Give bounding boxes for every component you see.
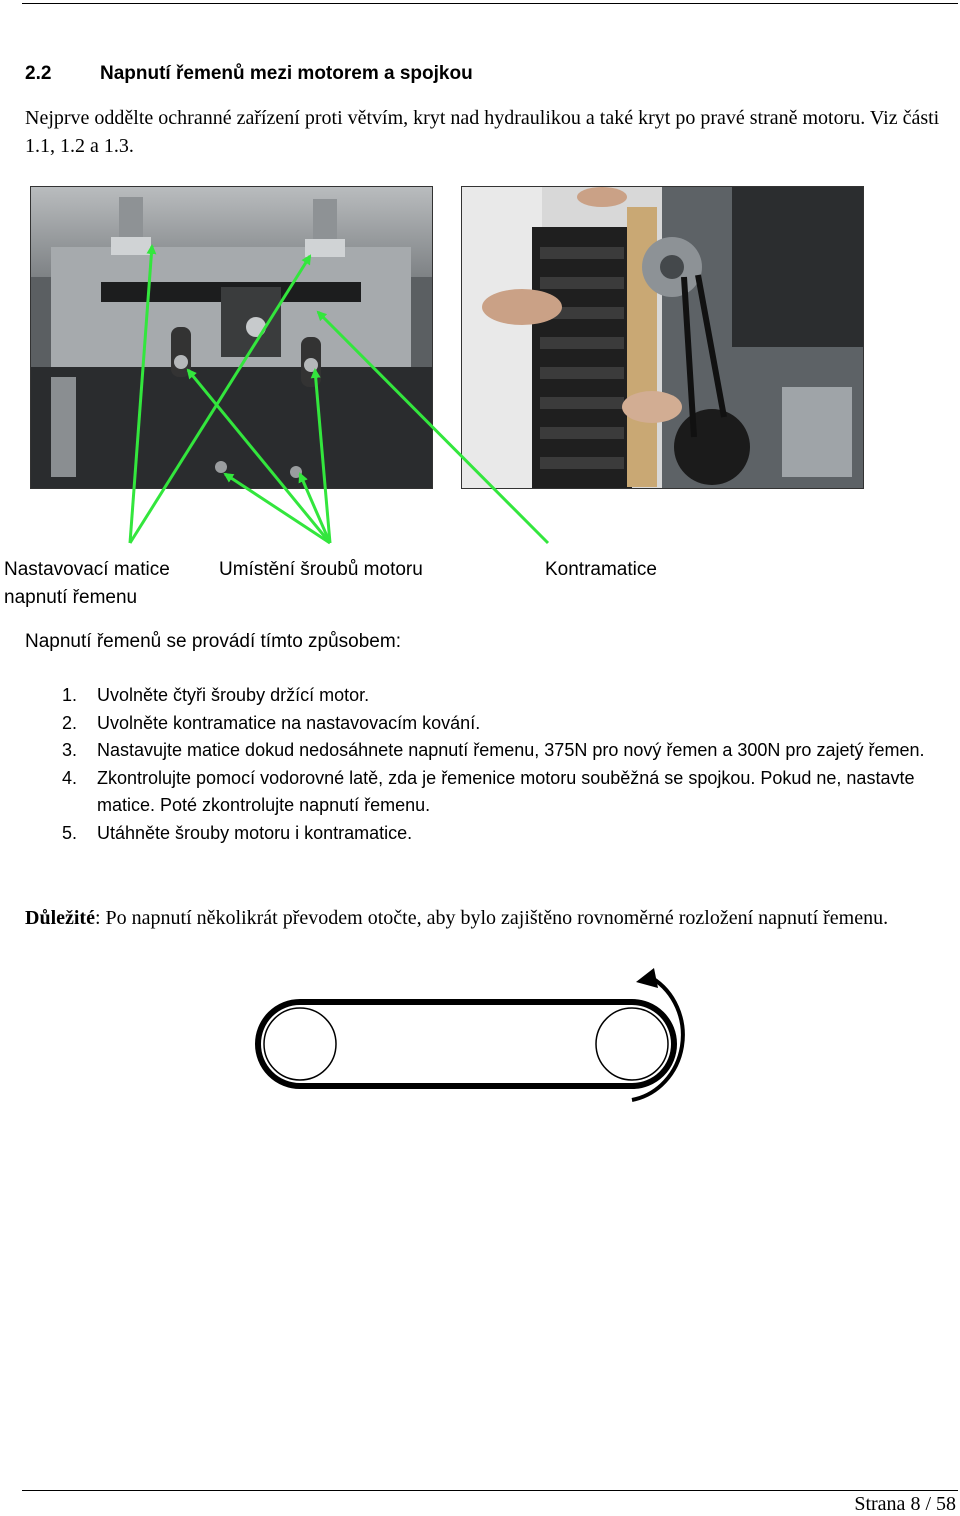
belt-rotation-diagram <box>240 960 710 1110</box>
left-pulley <box>264 1008 336 1080</box>
step-text: Utáhněte šrouby motoru i kontramatice. <box>97 822 413 843</box>
step-item <box>60 820 940 848</box>
arrow-adjust-nut-left <box>130 246 152 543</box>
footer-rule <box>22 1490 958 1491</box>
section-number: 2.2 <box>25 63 52 84</box>
intro-paragraph: Nejprve oddělte ochranné zařízení proti větvím, kryt nad hydraulikou a také kryt po pravé straně motoru. Viz části 1.1, 1.2 a 1.3. <box>25 107 940 157</box>
arrow-bolt-1 <box>188 370 330 543</box>
arrow-adjust-nut-right <box>130 256 310 543</box>
step-text: Uvolněte kontramatice na nastavovacím kování. <box>97 712 481 733</box>
label-adjust-nut-line1: Nastavovací matice <box>4 559 170 580</box>
important-label: Důležité <box>25 907 95 929</box>
rotation-arrow-head <box>636 968 658 988</box>
label-adjust-nut-line2: napnutí řemenu <box>4 587 138 608</box>
important-text: : Po napnutí několikrát převodem otočte, aby bylo zajištěno rovnoměrné rozložení napnutí řemenu. <box>94 907 889 929</box>
page-number: Strana 8 / 58 <box>854 1493 956 1515</box>
step-item <box>60 737 940 765</box>
step-item <box>60 682 940 710</box>
step-item <box>60 765 940 820</box>
section-title: Napnutí řemenů mezi motorem a spojkou <box>100 63 473 84</box>
step-text: Zkontrolujte pomocí vodorovné latě, zda je řemenice motoru souběžná se spojkou. Pokud ne, nastavte matice. Poté zkontrolujte napnutí řemenu. <box>97 767 915 815</box>
annotation-arrows <box>0 0 960 620</box>
step-number: 4. <box>62 767 78 788</box>
important-note <box>25 904 960 932</box>
label-counter-nut: Kontramatice <box>545 559 657 580</box>
step-number: 3. <box>62 740 78 760</box>
right-pulley <box>596 1008 668 1080</box>
procedure-intro: Napnutí řemenů se provádí tímto způsobem: <box>25 631 401 652</box>
step-text: Nastavujte matice dokud nedosáhnete napnutí řemenu, 375N pro nový řemen a 300N pro zajetý řemen. <box>97 740 925 760</box>
procedure-steps <box>60 682 940 847</box>
step-number: 2. <box>62 712 78 733</box>
step-number: 1. <box>62 685 78 705</box>
step-number: 5. <box>62 822 78 843</box>
label-motor-bolts: Umístění šroubů motoru <box>219 559 423 580</box>
step-text: Uvolněte čtyři šrouby držící motor. <box>97 685 370 705</box>
step-item <box>60 710 940 738</box>
arrow-counter-nut <box>318 312 548 543</box>
label-adjust-nut <box>4 556 170 612</box>
